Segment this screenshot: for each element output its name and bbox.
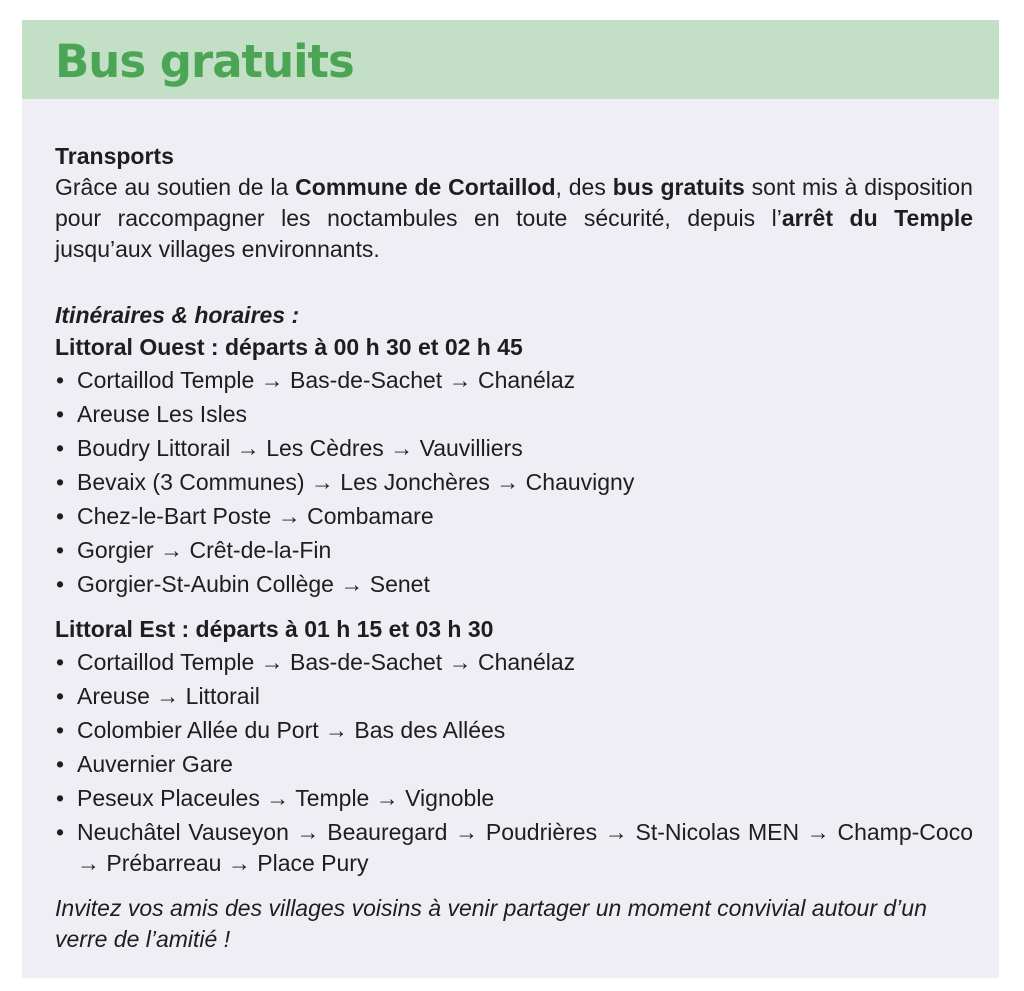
bullet-icon: • xyxy=(56,537,65,563)
bullet-icon: • xyxy=(56,785,65,811)
bullet-icon: • xyxy=(56,717,65,743)
list-item-text: Cortaillod Temple → Bas-de-Sachet → Chanélaz xyxy=(77,367,576,393)
list-item xyxy=(55,431,973,465)
list-item xyxy=(55,567,973,601)
list-item xyxy=(55,363,973,397)
list-item xyxy=(55,397,973,431)
list-item-text: Bevaix (3 Communes) → Les Jonchères → Chauvigny xyxy=(77,469,635,495)
list-item xyxy=(55,747,973,781)
intro-text-3: sont mis à disposition pour raccompagner les noctambules en toute sécurité, depuis l’ xyxy=(55,174,973,231)
list-item xyxy=(55,713,973,747)
line-heading-est: Littoral Est : départs à 01 h 15 et 03 h 30 xyxy=(55,616,494,642)
bullet-icon: • xyxy=(56,367,65,393)
bullet-icon: • xyxy=(56,571,65,597)
intro-text-4: jusqu’aux villages environnants. xyxy=(55,236,380,262)
list-item xyxy=(55,533,973,567)
intro-text-2: , des xyxy=(555,174,613,200)
intro-bold-arret: arrêt du Temple xyxy=(781,205,974,231)
bullet-icon: • xyxy=(56,649,65,675)
list-item-text: Gorgier-St-Aubin Collège → Senet xyxy=(77,571,430,597)
list-item xyxy=(55,645,973,679)
list-item-text: Peseux Placeules → Temple → Vignoble xyxy=(77,785,495,811)
page-title: Bus gratuits xyxy=(55,35,354,88)
list-item xyxy=(55,817,973,879)
list-item xyxy=(55,679,973,713)
list-item-text: Auvernier Gare xyxy=(77,751,233,777)
list-item xyxy=(55,465,973,499)
stop-list-est xyxy=(55,645,973,879)
list-item-text: Areuse → Littorail xyxy=(77,683,260,709)
panel-content xyxy=(55,140,973,955)
bullet-icon: • xyxy=(56,683,65,709)
intro-bold-commune: Commune de Cortaillod xyxy=(295,174,556,200)
list-item-text: Neuchâtel Vauseyon → Beauregard → Poudrières → St-Nicolas MEN → Champ-Coco → Prébarreau → Place Pury xyxy=(77,819,973,876)
bullet-icon: • xyxy=(56,469,65,495)
title-banner xyxy=(22,20,999,99)
bullet-icon: • xyxy=(56,751,65,777)
closing-note: Invitez vos amis des villages voisins à venir partager un moment convivial autour d’un verre de l’amitié ! xyxy=(55,895,927,952)
intro-paragraph xyxy=(55,172,973,265)
section-heading-transports: Transports xyxy=(55,143,174,169)
list-item xyxy=(55,781,973,815)
bullet-icon: • xyxy=(56,819,65,845)
intro-text-1: Grâce au soutien de la xyxy=(55,174,296,200)
itineraries-heading: Itinéraires & horaires : xyxy=(55,302,300,328)
list-item-text: Boudry Littorail → Les Cèdres → Vauvilliers xyxy=(77,435,523,461)
stop-list-ouest xyxy=(55,363,973,601)
list-item-text: Cortaillod Temple → Bas-de-Sachet → Chanélaz xyxy=(77,649,576,675)
list-item-text: Areuse Les Isles xyxy=(77,401,248,427)
info-panel xyxy=(22,20,999,978)
list-item-text: Chez-le-Bart Poste → Combamare xyxy=(77,503,434,529)
line-heading-ouest: Littoral Ouest : départs à 00 h 30 et 02 h 45 xyxy=(55,334,523,360)
bullet-icon: • xyxy=(56,503,65,529)
bullet-icon: • xyxy=(56,435,65,461)
list-item-text: Gorgier → Crêt-de-la-Fin xyxy=(77,537,332,563)
bullet-icon: • xyxy=(56,401,65,427)
list-item xyxy=(55,499,973,533)
intro-bold-bus: bus gratuits xyxy=(612,174,745,200)
list-item-text: Colombier Allée du Port → Bas des Allées xyxy=(77,717,506,743)
